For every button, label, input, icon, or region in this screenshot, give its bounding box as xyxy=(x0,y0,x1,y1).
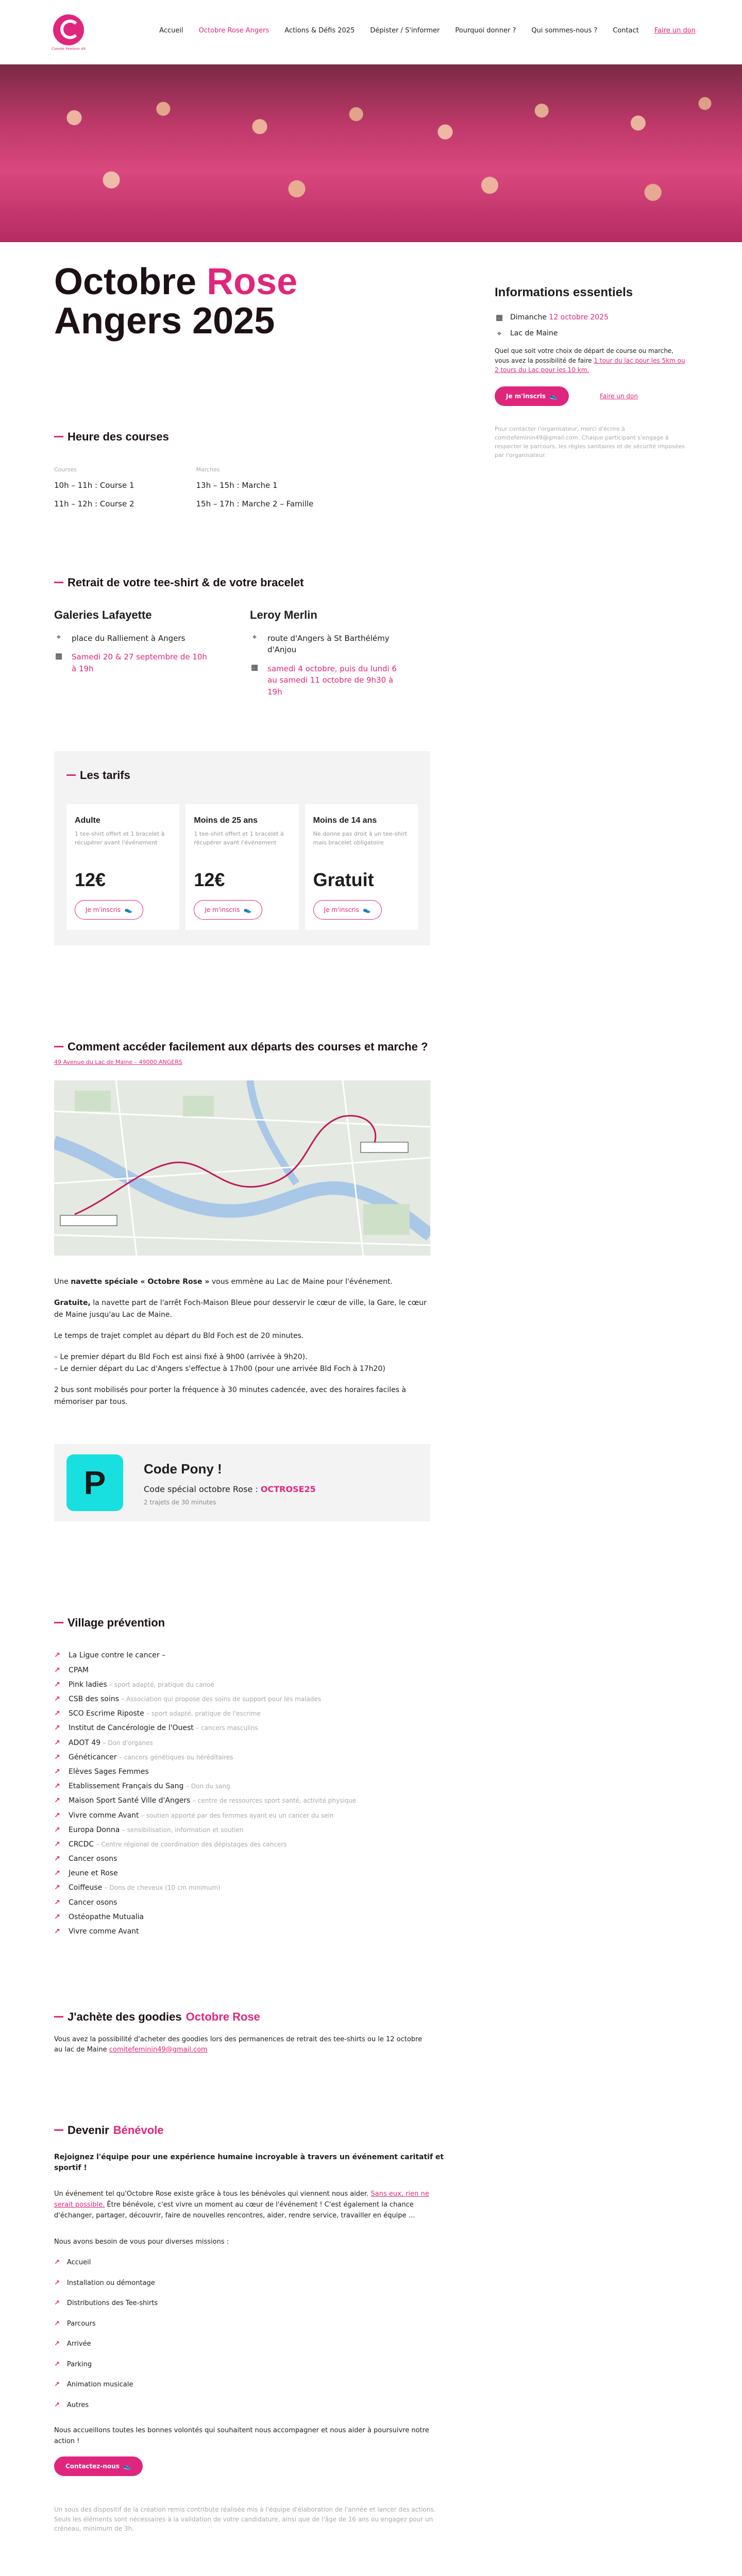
volunteer-section: Devenir Bénévole Rejoignez l'équipe pour une expérience humaine incroyable à travers un événement caritatif et sportif ! Un événement tel qu'Octobre Rose existe grâce à tous les bénévoles qui viennent nous aider. Sans eux, rien ne serait possible. Être bénévole, c'est vivre un moment au cœur de l'événement ! C'est également la chance d'échanger, partager, découvrir, faire de nouvelles rencontres, aider, rendre service, travailler en équipe … Nous avons besoin de vous pour diverses missions : ↗ Accueil ↗ Installation ou démontage ↗ Distributions des Tee-shirts ↗ Parcours ↗ Arrivée ↗ Parking ↗ Animation musicale ↗ Autres Nous accueillons toutes les bonnes volontés qui souhaitent nous accompagner et nous aider à poursuivre notre action ! Contactez-nous 👟 Un sous des dispositif de la création remis contribute réalisée mis à l'équipe d'élaboration de l'année et lancer des actions. Seuls les éléments sont nécessaires à la validation de votre candidature, ainsi que de l'âge de 16 ans ou engagez pour un créneau, minimum de 3h. xyxy=(54,2122,446,2534)
arrow-icon: ↗ xyxy=(54,2259,60,2267)
mission-item: ↗ Installation ou démontage xyxy=(54,2278,446,2289)
village-item: ↗ Vivre comme Avant – soutien apporté par des femmes ayant eu un cancer du sein xyxy=(54,1811,334,1820)
hero-image xyxy=(0,64,742,242)
village-item: ↗ Europa Donna – sensibilisation, information et soutien xyxy=(54,1825,244,1834)
village-item: ↗ Ostéopathe Mutualia xyxy=(54,1912,144,1921)
access-title: Comment accéder facilement aux départs des courses et marche ? xyxy=(68,1040,428,1054)
village-item: ↗ Elèves Sages Femmes xyxy=(54,1767,149,1776)
sneaker-icon: 👟 xyxy=(125,906,132,914)
price-card-under14: Moins de 14 ans Ne donne pas droit à un tee-shirt mais bracelet obligatoire Gratuit Je m'inscris 👟 xyxy=(305,804,418,930)
pony-card: P Code Pony ! Code spécial octobre Rose : OCTROSE25 2 trajets de 30 minutes xyxy=(54,1444,430,1521)
village-item: ↗ CPAM xyxy=(54,1666,89,1674)
site-logo[interactable] xyxy=(45,14,92,50)
location-pin-icon: ⌖ xyxy=(56,632,61,642)
price-card-under25: Moins de 25 ans 1 tee-shirt offert et 1 bracelet à récupérer avant l'événement 12€ Je m'inscris 👟 xyxy=(185,804,298,930)
arrow-icon: ↗ xyxy=(54,1840,60,1849)
info-place: ⌖ Lac de Maine xyxy=(495,328,685,339)
info-sidebar xyxy=(495,283,685,460)
village-item: ↗ Jeune et Rose xyxy=(54,1869,118,1878)
route-map[interactable] xyxy=(54,1080,430,1256)
arrow-icon: ↗ xyxy=(54,1811,60,1820)
calendar-icon: ▦ xyxy=(250,663,259,672)
village-item: ↗ Maison Sport Santé Ville d'Angers – centre de ressources sport santé, activité physique xyxy=(54,1797,357,1805)
village-section xyxy=(54,1614,479,1936)
main-nav xyxy=(159,26,696,36)
location-pin-icon: ⌖ xyxy=(497,329,502,338)
village-item: ↗ ADOT 49 – Don d'organes xyxy=(54,1738,153,1747)
nav-item-depister[interactable]: Dépister / S'informer xyxy=(370,27,440,35)
promo-code: OCTROSE25 xyxy=(260,1484,316,1494)
sneaker-icon: 👟 xyxy=(363,906,371,914)
access-section xyxy=(54,1038,430,1408)
village-item: ↗ Coiffeuse – Dons de cheveux (10 cm minimum) xyxy=(54,1884,221,1892)
village-item: ↗ Généticancer – cancers génétiques ou héréditaires xyxy=(54,1753,233,1761)
register-button[interactable]: Je m'inscris 👟 xyxy=(313,900,382,920)
village-item: ↗ CRCDC – Centre régional de coordination des dépistages des cancers xyxy=(54,1840,287,1849)
goodies-section: J'achète des goodies Octobre Rose Vous avez la possibilité d'acheter des goodies lors des permanences de retrait des tee-shirts ou le 12 octobre au lac de Maine comitefeminin49@gmail.com xyxy=(54,2010,423,2054)
email-link[interactable]: comitefeminin49@gmail.com xyxy=(109,2045,208,2054)
mission-item: ↗ Arrivée xyxy=(54,2339,446,2349)
nav-item-contact[interactable]: Contact xyxy=(613,27,639,35)
arrow-icon: ↗ xyxy=(54,1767,60,1776)
arrow-icon: ↗ xyxy=(54,1855,60,1863)
location-pin-icon: ⌖ xyxy=(252,632,257,642)
pricing-title: Les tarifs xyxy=(80,769,130,782)
arrow-icon: ↗ xyxy=(54,1695,60,1703)
sneaker-icon: 👟 xyxy=(244,906,252,914)
village-item: ↗ CSB des soins – Association qui propose des soins de support pour les malades xyxy=(54,1695,322,1703)
mission-item: ↗ Parcours xyxy=(54,2319,446,2329)
courses-title: Heure des courses xyxy=(68,430,169,444)
arrow-icon: ↗ xyxy=(54,2381,60,2389)
pricing-section xyxy=(54,751,430,945)
village-item: ↗ Etablissement Français du Sang – Don du sang xyxy=(54,1782,230,1791)
calendar-icon: ▦ xyxy=(495,313,503,323)
mission-item: ↗ Distributions des Tee-shirts xyxy=(54,2298,446,2309)
logo-tag: Comité Féminin 49 xyxy=(52,47,86,51)
village-item: ↗ La Ligue contre le cancer – xyxy=(54,1651,166,1660)
arrow-icon: ↗ xyxy=(54,1753,60,1761)
nav-item-octobre-rose[interactable]: Octobre Rose Angers xyxy=(198,27,269,35)
mission-item: ↗ Animation musicale xyxy=(54,2380,446,2390)
contact-button[interactable]: Contactez-nous 👟 xyxy=(54,2456,143,2476)
page-title: Octobre Rose Angers 2025 xyxy=(54,261,298,342)
arrow-icon: ↗ xyxy=(54,2299,60,2308)
register-button[interactable]: Je m'inscris 👟 xyxy=(75,900,143,920)
courses-section xyxy=(54,428,479,517)
map-graphic xyxy=(54,1080,430,1256)
organizer-note: Pour contacter l'organisateur, merci d'écrire à comitefeminin49@gmail.com. Chaque participant s'engage à respecter le parcours, les règles sanitaires et de sécurité imposées par l'organisateur. xyxy=(495,425,685,459)
arrow-icon: ↗ xyxy=(54,1884,60,1892)
info-date: ▦ Dimanche 12 octobre 2025 xyxy=(495,313,609,323)
info-text: Quel que soit votre choix de départ de course ou marche, vous avez la possibilité de faire 1 tour du lac pour les 5km ou 2 tours du Lac pour les 10 km. xyxy=(495,347,685,374)
nav-item-pourquoi[interactable]: Pourquoi donner ? xyxy=(455,27,516,35)
village-item: ↗ Pink ladies – sport adapté, pratique du canoë xyxy=(54,1680,214,1689)
pickup-title: Retrait de votre tee-shirt & de votre bracelet xyxy=(68,575,304,589)
arrow-icon: ↗ xyxy=(54,1709,60,1718)
village-item: ↗ Cancer osons xyxy=(54,1855,117,1863)
nav-item-actions[interactable]: Actions & Défis 2025 xyxy=(284,27,355,35)
walk-item: 15h – 17h : Marche 2 – Famille xyxy=(196,499,314,509)
shop-galeries: Galeries Lafayette ⌖ place du Ralliement à Angers ▦ Samedi 20 & 27 septembre de 10h à 19h xyxy=(54,608,207,673)
course-item: 10h – 11h : Course 1 xyxy=(54,480,134,490)
arrow-icon: ↗ xyxy=(54,2279,60,2287)
arrow-icon: ↗ xyxy=(54,2340,60,2348)
logo-icon xyxy=(53,14,84,45)
sneaker-icon: 👟 xyxy=(550,392,558,400)
course-item: 11h – 12h : Course 2 xyxy=(54,499,134,509)
arrow-icon: ↗ xyxy=(54,1782,60,1791)
access-text: Une navette spéciale « Octobre Rose » vous emmène au Lac de Maine pour l'événement. Gratuite, la navette part de l'arrêt Foch-Maison Bleue pour desservir le cœur de ville, la Gare, le cœur de Maine jusqu'au Lac de Maine. Le temps de trajet complet au départ du Bld Foch est de 20 minutes. – Le premier départ du Bld Foch est ainsi fixé à 9h00 (arrivée à 9h20). – Le dernier départ du Lac d'Angers s'effectue à 17h00 (pour une arrivée Bld Foch à 17h20) 2 bus sont mobilisés pour porter la fréquence à 30 minutes cadencée, avec des horaires faciles à mémoriser par tous. xyxy=(54,1277,427,1406)
village-item: ↗ Vivre comme Avant xyxy=(54,1927,139,1936)
village-list xyxy=(54,1651,479,1936)
calendar-icon: ▦ xyxy=(55,651,63,660)
arrow-icon: ↗ xyxy=(54,1797,60,1805)
arrow-icon: ↗ xyxy=(54,1912,60,1921)
arrow-icon: ↗ xyxy=(54,2319,60,2328)
mission-item: ↗ Autres xyxy=(54,2400,446,2411)
pony-logo-icon: P xyxy=(66,1454,123,1511)
village-item: ↗ SCO Escrime Riposte – sport adapté, pratique de l'escrime xyxy=(54,1709,261,1718)
arrow-icon: ↗ xyxy=(54,1869,60,1878)
price-card-adult: Adulte 1 tee-shirt offert et 1 bracelet à récupérer avant l'événement 12€ Je m'inscris 👟 xyxy=(66,804,179,930)
address-link[interactable]: 49 Avenue du Lac de Maine – 49000 ANGERS xyxy=(54,1059,182,1066)
nav-item-qui[interactable]: Qui sommes-nous ? xyxy=(531,27,598,35)
site-header xyxy=(0,0,742,64)
walk-item: 13h – 15h : Marche 1 xyxy=(196,480,278,490)
mission-item: ↗ Accueil xyxy=(54,2258,446,2268)
info-heading: Informations essentiels xyxy=(495,285,633,299)
donate-link[interactable]: Faire un don xyxy=(600,392,638,400)
village-item: ↗ Institut de Cancérologie de l'Ouest – cancers masculins xyxy=(54,1724,258,1733)
arrow-icon: ↗ xyxy=(54,1825,60,1834)
arrow-icon: ↗ xyxy=(54,1651,60,1660)
shop-leroy: Leroy Merlin ⌖ route d'Angers à St Barthélémy d'Anjou ▦ samedi 4 octobre, puis du lundi 6 au samedi 11 octobre de 9h30 à 19h xyxy=(250,608,397,697)
arrow-icon: ↗ xyxy=(54,1724,60,1733)
mission-item: ↗ Parking xyxy=(54,2360,446,2370)
arrow-icon: ↗ xyxy=(54,1666,60,1674)
tour-link[interactable]: 1 tour du lac pour les 5km ou 2 tours du Lac pour les 10 km. xyxy=(495,357,685,374)
nav-item-accueil[interactable]: Accueil xyxy=(159,27,183,35)
village-title: Village prévention xyxy=(68,1616,165,1630)
arrow-icon: ↗ xyxy=(54,1898,60,1907)
sneaker-icon: 👟 xyxy=(123,2462,131,2470)
pickup-section xyxy=(54,574,479,705)
register-button[interactable]: Je m'inscris 👟 xyxy=(495,386,569,406)
courses-label: Courses xyxy=(54,466,77,473)
register-button[interactable]: Je m'inscris 👟 xyxy=(194,900,262,920)
pony-title: Code Pony ! xyxy=(144,1461,222,1477)
arrow-icon: ↗ xyxy=(54,2401,60,2409)
arrow-icon: ↗ xyxy=(54,2360,60,2368)
village-item: ↗ Cancer osons xyxy=(54,1898,117,1907)
missions-list xyxy=(54,2258,446,2410)
arrow-icon: ↗ xyxy=(54,1927,60,1936)
walks-label: Marches xyxy=(196,466,220,473)
arrow-icon: ↗ xyxy=(54,1738,60,1747)
nav-donate-link[interactable]: Faire un don xyxy=(654,27,696,35)
arrow-icon: ↗ xyxy=(54,1680,60,1689)
